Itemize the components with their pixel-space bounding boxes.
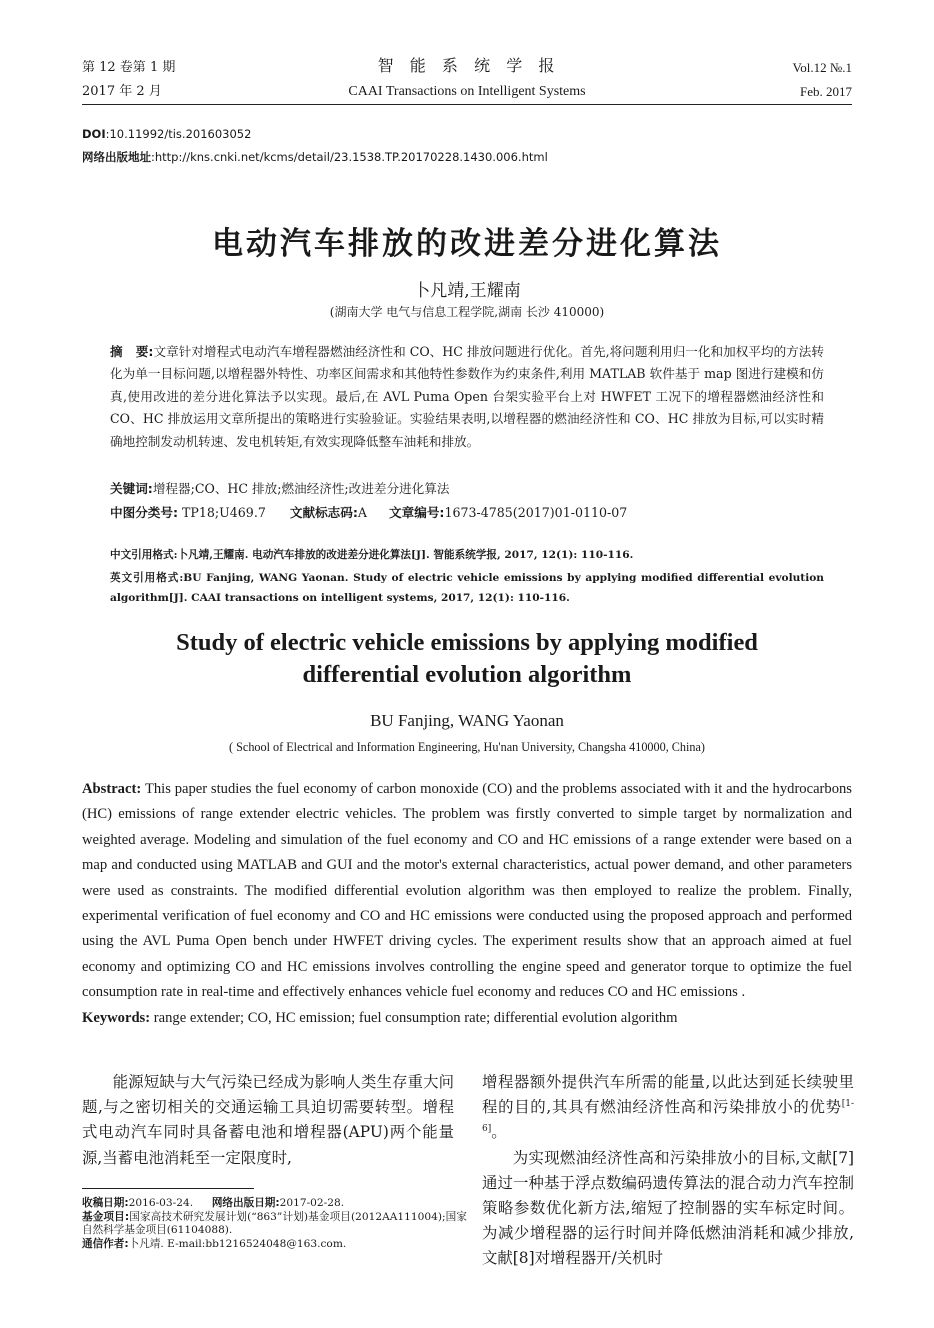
corresponding-author[interactable]: 卜凡靖. E-mail:bb1216524048@163.com. (128, 1237, 347, 1250)
citation-en-label: 英文引用格式 (110, 572, 180, 584)
authors-cn: 卜凡靖,王耀南 (413, 281, 521, 301)
doi-label: DOI (82, 127, 106, 141)
doc-code-label: 文献标志码 (289, 505, 353, 520)
keywords-en-text: range extender; CO, HC emission; fuel consumption rate; differential evolution algorithm (153, 1009, 678, 1026)
body-paragraph: 为实现燃油经济性高和污染排放小的目标,文献[7]通过一种基于浮点数编码遗传算法的混合动力汽车控制策略参数优化新方法,缩短了控制器的实车标定时间。为减少增程器的运行时间并降低燃油消耗和减少排放,文献[8]对增程器开/关机时 (482, 1148, 854, 1268)
title-en-line1: Study of electric vehicle emissions by applying modified (176, 629, 758, 656)
body-column-right (482, 1070, 854, 1272)
header-journal-cn: 智 能 系 统 学 报 (377, 56, 557, 75)
received-label: 收稿日期 (82, 1197, 125, 1209)
doi-value[interactable]: 10.11992/tis.201603052 (109, 127, 252, 141)
affiliation-en: ( School of Electrical and Information Engineering, Hu'nan University, Changsha 410000, China) (229, 740, 705, 754)
title-en-line2: differential evolution algorithm (302, 661, 632, 688)
citation-en-text: BU Fanjing, WANG Yaonan. Study of electric vehicle emissions by applying modified differential evolution algorithm[J]. CAAI transactions on intelligent systems, 2017, 12(1): 110-116. (110, 572, 824, 604)
abstract-en-label: Abstract (82, 781, 137, 797)
abstract-cn-text: 文章针对增程式电动汽车增程器燃油经济性和 CO、HC 排放问题进行优化。首先,将问题利用归一化和加权平均的方法转化为单一目标问题,以增程器外特性、功率区间需求和其他特性参数作为约束条件,利用 MATLAB 软件基于 map 图进行建模和仿真,使用改进的差分进化算法予以实现。最后,在 AVL Puma Open 台架实验平台上对 HWFET 工况下的增程器燃油经济性和 CO、HC 排放运用文章所提出的策略进行实验验证。实验结果表明,以增程器的燃油经济性和 CO、HC 排放为目标,可以实时精确地控制发动机转速、发电机转矩,有效实现降低整车油耗和排放。 (110, 344, 824, 449)
abstract-cn-label: 摘 要 (110, 344, 149, 359)
citation-cn-label: 中文引用格式 (110, 549, 174, 561)
footnote-dates: 收稿日期:2016-03-24. 网络出版日期:2017-02-28. (82, 1197, 345, 1209)
fund-label: 基金项目 (82, 1210, 125, 1223)
body-paragraph: 能源短缺与大气污染已经成为影响人类生存重大问题,与之密切相关的交通运输工具迫切需要转型。增程式电动汽车同时具备蓄电池和增程器(APU)两个能量源,当蓄电池消耗至一定限度时, (82, 1073, 454, 1167)
body-column-left (82, 1070, 454, 1171)
classification-cn: 中图分类号: TP18;U469.7 文献标志码:A 文章编号:1673-4785(2017)01-0110-07 (110, 505, 628, 520)
header-rule (82, 104, 852, 105)
page-title-en (0, 627, 934, 691)
article-no-label: 文章编号 (389, 505, 440, 520)
body-text: 增程器额外提供汽车所需的能量,以此达到延长续驶里程的目的,其具有燃油经济性高和污染排放小的优势 (482, 1073, 854, 1117)
keywords-cn-label: 关键词 (110, 481, 148, 496)
doc-code-value: A (357, 505, 367, 520)
online-address-label: 网络出版地址 (82, 150, 151, 164)
corresponding-author-label: 通信作者 (82, 1237, 125, 1250)
online-address-url[interactable]: http://kns.cnki.net/kcms/detail/23.1538.TP.20170228.1430.006.html (154, 150, 548, 164)
clc-label: 中图分类号 (110, 505, 173, 520)
citation-cn: 中文引用格式:卜凡靖,王耀南. 电动汽车排放的改进差分进化算法[J]. 智能系统学报, 2017, 12(1): 110-116. (110, 549, 634, 561)
abstract-en: Abstract: This paper studies the fuel economy of carbon monoxide (CO) and the problems associated with it and the hydrocarbons (HC) emissions of range extender electric vehicles. The problem was firstly converted to simple target by normalization and weighted average. Modeling and simulation of the fuel economy and CO and HC emissions of a range extender were based on a map and conducted using MATLAB and GUI and the motor's external characteristics, actual power demand, and other parameters were used as constraints. The modified differential evolution algorithm was then employed to realize the problem. Finally, experimental verification of fuel economy and CO and HC emissions were conducted using the proposed approach and performed using the AVL Puma Open bench under HWFET driving cycles. The experiment results show that an approach aimed at fuel economy and optimizing CO and HC emissions involves controlling the engine speed and generator torque to optimize the fuel consumption rate in real-time and effectively enhances vehicle fuel economy and reduces CO and HC emissions . Keywords: range extender; CO, HC emission; fuel consumption rate; differential evolution algorithm (82, 781, 852, 1026)
body-paragraph: 增程器额外提供汽车所需的能量,以此达到延长续驶里程的目的,其具有燃油经济性高和污染排放小的优势[1-6]。 (482, 1073, 854, 1142)
footnote-author: 通信作者:卜凡靖. E-mail:bb1216524048@163.com. (82, 1237, 347, 1250)
header-journal-en: CAAI Transactions on Intelligent Systems (348, 84, 586, 99)
reference-marker[interactable]: [1-6] (482, 1099, 854, 1135)
authors-en: BU Fanjing, WANG Yaonan (370, 711, 564, 730)
page-title-cn: 电动汽车排放的改进差分进化算法 (212, 226, 722, 262)
doi-line: DOI:10.11992/tis.201603052 (82, 127, 252, 141)
citation-en: 英文引用格式:BU Fanjing, WANG Yaonan. Study of electric vehicle emissions by applying modified differential evolution algorithm[J]. CAAI transactions on intelligent systems, 2017, 12(1): 110-116. (110, 572, 824, 604)
footnote-fund: 基金项目:国家高技术研究发展计划(“863”计划)基金项目(2012AA111004);国家自然科学基金项目(61104088). (82, 1210, 467, 1237)
abstract-en-text: This paper studies the fuel economy of carbon monoxide (CO) and the problems associated with it and the hydrocarbons (HC) emissions of range extender electric vehicles. The problem was firstly converted to simple target by normalization and weighted average. Modeling and simulation of the fuel economy and CO and HC emissions of a range extender were based on a map and conducted using MATLAB and GUI and the motor's external characteristics, actual power demand, and other parameters were used as constraints. The modified differential evolution algorithm was then employed to realize the problem. Finally, experimental verification of fuel economy and CO and HC emissions were conducted using the proposed approach and performed using the AVL Puma Open bench under HWFET driving cycles. The experiment results show that an approach aimed at fuel economy and optimizing CO and HC emissions involves controlling the engine speed and generator torque to optimize the fuel consumption rate in real-time and effectively enhances vehicle fuel economy and reduces CO and HC emissions . (82, 781, 852, 1001)
fund-text: 国家高技术研究发展计划(“863”计划)基金项目(2012AA111004);国家自然科学基金项目(61104088). (82, 1210, 467, 1237)
header-volume: 第 12 卷第 1 期 (82, 60, 176, 75)
abstract-cn: 摘 要:文章针对增程式电动汽车增程器燃油经济性和 CO、HC 排放问题进行优化。首先,将问题利用归一化和加权平均的方法转化为单一目标问题,以增程器外特性、功率区间需求和其他特性参数作为约束条件,利用 MATLAB 软件基于 map 图进行建模和仿真,使用改进的差分进化算法予以实现。最后,在 AVL Puma Open 台架实验平台上对 HWFET 工况下的增程器燃油经济性和 CO、HC 排放运用文章所提出的策略进行实验验证。实验结果表明,以增程器的燃油经济性和 CO、HC 排放为目标,可以实时精确地控制发动机转速、发电机转矩,有效实现降低整车油耗和排放。 (110, 344, 824, 449)
online-date: 2017-02-28. (279, 1197, 345, 1209)
footnote-rule (82, 1188, 254, 1189)
header-vol-en: Vol.12 №.1 (792, 60, 852, 75)
affiliation-cn: (湖南大学 电气与信息工程学院,湖南 长沙 410000) (329, 305, 605, 319)
online-address-line: 网络出版地址:http://kns.cnki.net/kcms/detail/23.1538.TP.20170228.1430.006.html (82, 150, 548, 164)
article-no-value: 1673-4785(2017)01-0110-07 (444, 505, 628, 520)
keywords-en-label: Keywords (82, 1009, 146, 1026)
keywords-cn-text: 增程器;CO、HC 排放;燃油经济性;改进差分进化算法 (152, 481, 450, 496)
header-date-en: Feb. 2017 (800, 84, 852, 99)
citation-cn-text: 卜凡靖,王耀南. 电动汽车排放的改进差分进化算法[J]. 智能系统学报, 2017, 12(1): 110-116. (177, 549, 634, 561)
keywords-cn: 关键词:增程器;CO、HC 排放;燃油经济性;改进差分进化算法 (110, 481, 450, 496)
received-date: 2016-03-24. (128, 1197, 194, 1209)
header-date-cn: 2017 年 2 月 (82, 84, 162, 99)
clc-value: TP18;U469.7 (182, 505, 266, 520)
footnote (82, 1197, 467, 1251)
online-date-label: 网络出版日期 (211, 1197, 276, 1209)
